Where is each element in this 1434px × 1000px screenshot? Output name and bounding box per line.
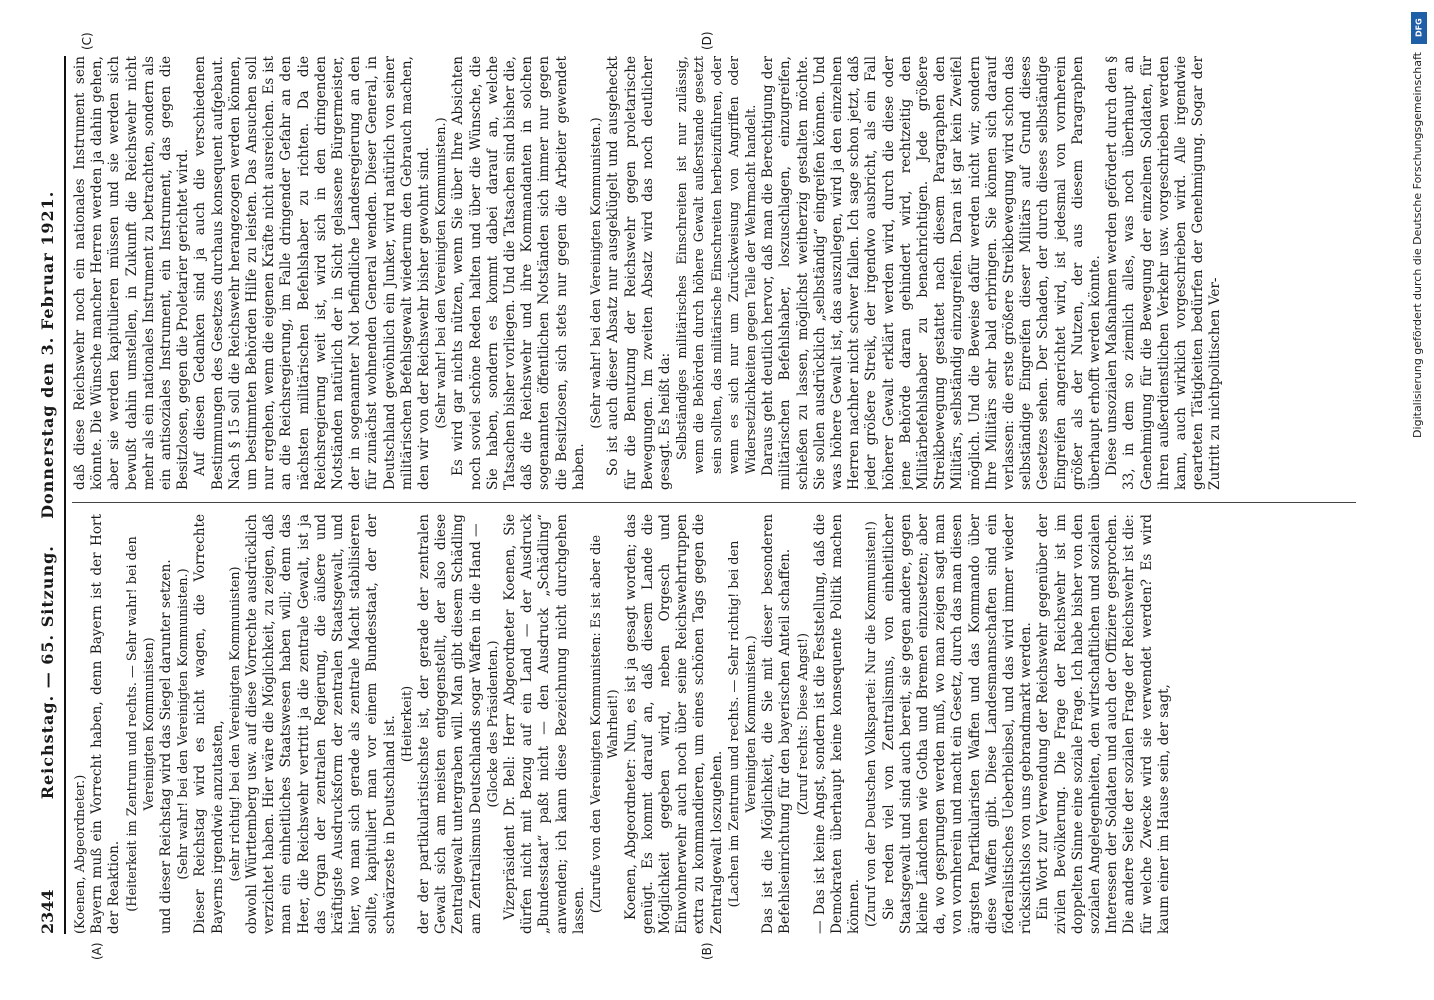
- paragraph: Diese unsozialen Maßnahmen werden gefördert durch den § 33, in dem so ziemlich alles, was noch überhaupt an Genehmigung für die Bewegung der einzelnen Soldaten, für ihren außerdienstlichen Verkehr usw. vorgeschrieben werden kann, auch wirklich vorgeschrieben wird. Alle irgendwie gearteten Tätigkeiten bedürfen der Genehmigung. Sogar der Zutritt zu nichtpolitischen Ver-: [1104, 56, 1224, 490]
- paragraph: der der partikularistischste ist, der gerade der zentralen Gewalt sich am meisten entgegenstellt, der also diese Zentralgewalt untergraben will. Man gibt diesem Schädling am Zentralismus Deutschlands sogar Waffen in die Hand —: [416, 514, 484, 934]
- paragraph: Sie reden viel von Zentralismus, von einheitlicher Staatsgewalt und sind auch bereit, sie gegen andere, gegen kleine Ländchen wie Gotha und Bremen einzusetzen; aber da, wo gesprungen werden muß, wo man zeigen sagt man von vornherein und macht ein Gesetz, durch das man diesen ärgsten Partikularisten Waffen und das Kommando über diese Waffen gibt. Diese Landesmannschaften sind ein föderalistisches Ueberbleibsel, und das wird immer wieder rücksichtslos von uns gebrandmarkt werden.: [880, 514, 1035, 934]
- paragraph: und dieser Reichstag wird das Siegel darunter setzen.: [158, 559, 175, 934]
- text-column-right: [72, 56, 1360, 490]
- interjection: (sehr richtig! bei den Vereinigten Kommunisten): [227, 566, 243, 882]
- interjection: (Zuruf von der Deutschen Volkspartei: Nur die Kommunisten!): [864, 521, 880, 927]
- interjection: (Glocke des Präsidenten.): [485, 640, 501, 808]
- interjection: (Heiterkeit im Zentrum und rechts. — Sehr wahr! bei den Vereinigten Kommunisten): [124, 536, 157, 912]
- page-number: 2344: [38, 889, 57, 934]
- text-column-left: [72, 514, 1360, 934]
- column-divider: [72, 502, 1356, 503]
- dfg-logo: DFG: [1411, 12, 1427, 44]
- paragraph: Ein Wort zur Verwendung der Reichswehr gegenüber der zivilen Bevölkerung. Die Frage der Reichswehr ist im doppelten Sinne eine soziale Frage. Ich habe bisher von den sozialen Angelegenheiten, den wirtschaftlichen und sozialen Interessen der Soldaten und auch der Offiziere gesprochen. Die andere Seite der sozialen Frage der Reichswehr ist die: für welche Zwecke wird sie verwendet werden? Es wird kaum einer im Hause sein, der sagt,: [1035, 514, 1172, 934]
- paragraph: Es wird gar nichts nützen, wenn Sie über Ihre Absichten noch soviel schöne Reden halten und über die Wünsche, die Sie haben, sondern es kommt dabei darauf an, welche Tatsachen bisher vorliegen. Und die Tatsachen sind bisher die, daß die Reichswehr und ihre Kommandanten in solchen sogenannten öffentlichen Notständen sich immer nur gegen die Besitzlosen, sich stets nur gegen die Arbeiter gewendet haben.: [450, 56, 587, 490]
- interjection: (Sehr wahr! bei den Vereinigten Kommunisten.): [589, 117, 605, 429]
- interjection: (Sehr wahr! bei den Vereinigten Kommunisten.): [176, 568, 192, 880]
- interjection: (Zurufe von den Vereinigten Kommunisten: Es ist aber die Wahrheit!): [589, 534, 622, 914]
- paragraph: Bayern muß ein Vorrecht haben, denn Bayern ist der Hort der Reaktion.: [89, 514, 123, 934]
- margin-marker-c: (C): [80, 32, 94, 50]
- paragraph-president: Vizepräsident Dr. Bell: Herr Abgeordneter Koenen, Sie dürfen nicht mit Bezug auf ein Land — der Ausdruck „Bundesstaat“ paßt nicht — den Ausdruck „Schädling“ anwenden; ich kann diese Bezeichnung nicht durchgehen lassen.: [502, 514, 587, 934]
- paragraph: So ist auch dieser Absatz nur ausgeklügelt und ausgeheckt für die Benutzung der Reichswehr gegen proletarische Bewegungen. Im zweiten Absatz wird das noch deutlicher gesagt. Es heißt da:: [605, 56, 673, 490]
- digitization-credit: Digitalisierung gefördert durch die Deutsche Forschungsgemeinschaft: [1411, 52, 1424, 438]
- paragraph: obwohl Württemberg usw. auf diese Vorrechte ausdrücklich verzichtet haben. Hier wäre die Möglichkeit, zu zeigen, daß man ein einheitliches Staatswesen haben will; denn das Heer, die Reichswehr vertritt ja die zentrale Gewalt, ist ja das Organ der zentralen Regierung, die äußere und kräftigste Ausdrucksform der zentralen Staatsgewalt, und hier, wo man sich gerade als zentrale Macht stabilisieren sollte, kapituliert man vor einem Bundesstaat, der der schwärzeste in Deutschland ist.: [244, 514, 398, 934]
- speaker-continuation: (Koenen, Abgeordneter.): [73, 774, 88, 934]
- paragraph: — Das ist keine Angst, sondern ist die Feststellung, daß die Demokraten überhaupt keine konsequente Politik machen können.: [811, 514, 863, 934]
- margin-marker-b: (B): [700, 942, 714, 960]
- margin-marker-a: (A): [90, 942, 104, 960]
- margin-marker-d: (D): [700, 31, 714, 50]
- interjection: (Sehr wahr! bei den Vereinigten Kommunisten.): [434, 117, 450, 429]
- running-title-text: Reichstag. — 65. Sitzung.: [38, 545, 57, 800]
- quoted-law-text: Selbständiges militärisches Einschreiten ist nur zulässig, wenn die Behörden durch höhere Gewalt außerstande gesetzt sein sollten, das militärische Einschreiten herbeizuführen, oder wenn es sich nur um Zurückweisung von Angriffen oder Widersetzlichkeiten gegen Teile der Wehrmacht handelt.: [675, 56, 759, 474]
- paragraph: Das ist die Möglichkeit, die Sie mit dieser besonderen Befehlseinrichtung für den bayerischen Anteil schaffen.: [760, 514, 794, 934]
- paragraph: Auf diesen Gedanken sind ja auch die verschiedenen Bestimmungen des Gesetzes durchaus konsequent aufgebaut. Nach § 15 soll die Reichswehr herangezogen werden können, um bestimmten Behörden Hilfe zu leisten. Das Ansuchen soll nur ergehen, wenn die eigenen Kräfte nicht ausreichen. Es ist an die Reichsregierung, im Falle dringender Gefahr an den nächsten militärischen Befehlshaber zu richten. Da die Reichsregierung weit ist, wird sich in den dringenden Notständen natürlich der in Sicht gelassene Bürgermeister, der in sogenannter Not befindliche Landesregierung an den für zunächst wohnenden General wenden. Dieser General, in Deutschland gewöhnlich ein Junker, wird natürlich von seiner militärischen Befehlsgewalt wiederum den Gebrauch machen, den wir von der Reichswehr bisher gewohnt sind.: [192, 56, 433, 490]
- interjection: (Lachen im Zentrum und rechts. — Sehr richtig! bei den Vereinigten Kommunisten.): [726, 540, 759, 908]
- session-date: Donnerstag den 3. Februar 1921.: [38, 190, 57, 519]
- digitization-credit-strip: [1408, 4, 1430, 994]
- paragraph: Dieser Reichstag wird es nicht wagen, die Vorrechte Bayerns irgendwie anzutasten,: [192, 514, 226, 934]
- interjection: (Heiterkeit): [399, 685, 415, 763]
- running-title: [38, 56, 57, 934]
- paragraph-speaker: Koenen, Abgeordneter: Nun, es ist ja gesagt worden; das genügt. Es kommt darauf an, daß diesem Lande die Möglichkeit gegeben wird, neben Orgesch und Einwohnerwehr auch noch über seine Reichswehrtruppen extra zu kommandieren, um eines schönen Tags gegen die Zentralgewalt loszugehen.: [622, 514, 725, 934]
- interjection: (Zuruf rechts: Diese Angst!): [795, 632, 811, 816]
- paragraph: daß diese Reichswehr noch ein nationales Instrument sein könnte. Die Wünsche mancher Herren werden ja dahin gehen, aber sie werden kapitulieren müssen und sie werden sich bewußt dahin umstellen, in Zukunft die Reichswehr nicht mehr als ein nationales Instrument zu betrachten, sondern als ein antisoziales Instrument, ein Instrument, das gegen die Besitzlosen, gegen die Proletarier gerichtet wird.: [72, 56, 192, 490]
- page-header: [34, 56, 66, 934]
- paragraph: Daraus geht deutlich hervor, daß man die Berechtigung der militärischen Befehlshaber, loszuschlagen, einzugreifen, schießen zu lassen, möglichst weitherzig gestalten möchte. Sie sollen ausdrücklich „selbständig“ eingreifen können. Und was höhere Gewalt ist, das auszulegen, wird ja den einzelnen Herren nachher nicht schwer fallen. Ich sage schon jetzt, daß jeder größere Streik, der irgendwo ausbricht, als ein Fall höherer Gewalt erklärt werden wird, durch die diese oder jene Behörde daran gehindert wird, rechtzeitig den Militärbefehlshaber zu benachrichtigen. Jede größere Streikbewegung gestattet nach diesem Paragraphen den Militärs, selbständig einzugreifen. Daran ist gar kein Zweifel möglich. Und die Beweise dafür werden nicht wir, sondern Ihre Militärs sehr bald erbringen. Sie können sich darauf verlassen: die erste größere Streikbewegung wird schon das selbständige Eingreifen dieser Militärs auf Grund dieses Gesetzes sehen. Der Schaden, der durch dieses selbständige Eingreifen angerichtet wird, ist jedesmal von vornherein größer als der Nutzen, der aus diesem Paragraphen überhaupt erhofft werden könnte.: [760, 56, 1103, 490]
